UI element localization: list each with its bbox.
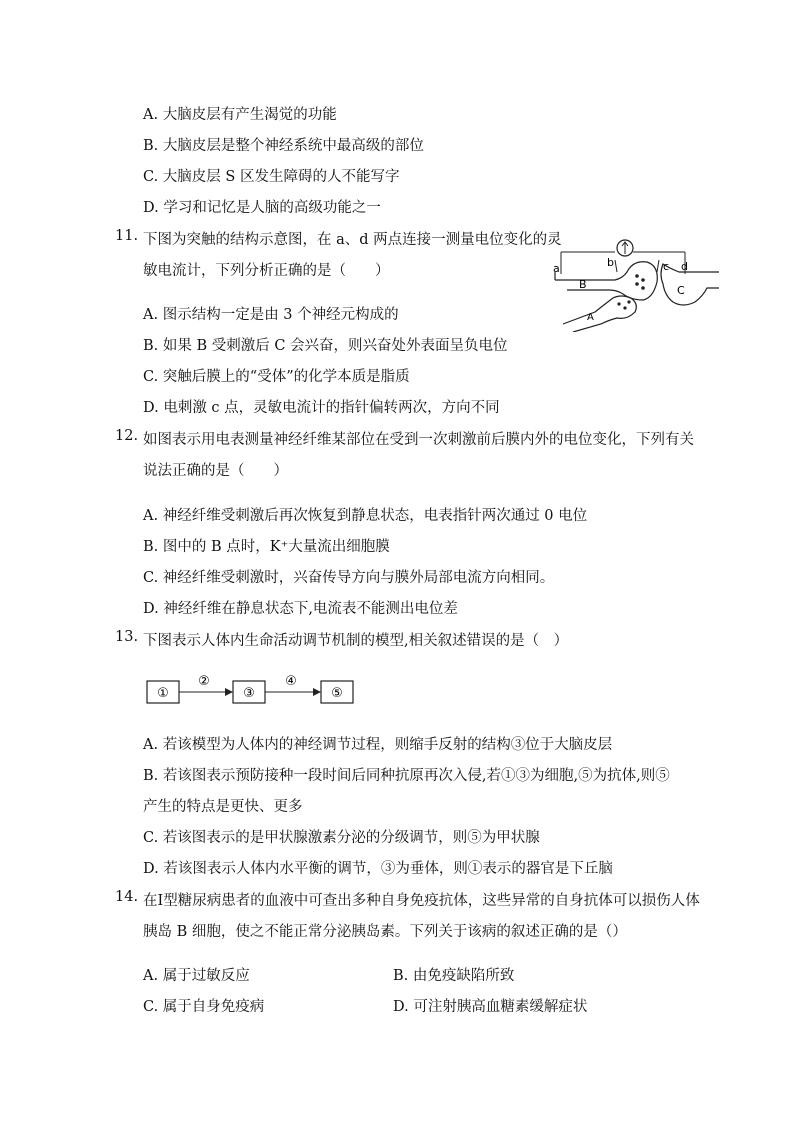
q12-option-b: B. 图中的 B 点时，K⁺大量流出细胞膜 [143, 539, 390, 555]
q11-stem-line1: 下图为突触的结构示意图，在 a、d 两点连接一测量电位变化的灵 [143, 232, 562, 248]
synapse-figure [553, 238, 721, 332]
q13-number: 13. [115, 629, 139, 645]
q11-option-d: D. 电刺激 c 点，灵敏电流计的指针偏转两次，方向不同 [143, 400, 500, 416]
label-a: a [553, 262, 560, 275]
q11-number: 11. [115, 228, 139, 244]
label-b: b [607, 256, 614, 269]
regulation-model-diagram [143, 673, 358, 707]
q13-option-a: A. 若该模型为人体内的神经调节过程，则缩手反射的结构③位于大脑皮层 [143, 737, 613, 753]
q11-option-c: C. 突触后膜上的“受体”的化学本质是脂质 [143, 369, 410, 385]
q14-stem-line1: 在Ⅰ型糖尿病患者的血液中可查出多种自身免疫抗体，这些异常的自身抗体可以损伤人体 [143, 893, 700, 909]
vesicle [641, 278, 645, 282]
q12-option-d: D. 神经纤维在静息状态下,电流表不能测出电位差 [143, 601, 458, 617]
label-d: d [681, 260, 688, 273]
q12-stem-line1: 如图表示用电表测量神经纤维某部位在受到一次刺激前后膜内外的电位变化，下列有关 [143, 432, 694, 448]
q13-option-c: C. 若该图表示的是甲状腺激素分泌的分级调节，则⑤为甲状腺 [143, 830, 540, 846]
q11-stem-line2: 敏电流计，下列分析正确的是（ ） [143, 263, 390, 279]
q11-option-a: A. 图示结构一定是由 3 个神经元构成的 [143, 307, 399, 323]
q12-option-a: A. 神经纤维受刺激后再次恢复到静息状态，电表指针两次通过 0 电位 [143, 508, 588, 524]
label-C: C [677, 284, 685, 297]
q14-option-d: D. 可注射胰高血糖素缓解症状 [393, 999, 588, 1015]
model-label-4: ④ [285, 674, 297, 689]
vesicle [635, 282, 639, 286]
q10-option-d: D. 学习和记忆是人脑的高级功能之一 [143, 200, 381, 216]
q14-option-c: C. 属于自身免疫病 [143, 999, 265, 1015]
q10-option-b: B. 大脑皮层是整个神经系统中最高级的部位 [143, 138, 424, 154]
model-label-3: ③ [243, 686, 255, 701]
q13-option-d: D. 若该图表示人体内水平衡的调节，③为垂体，则①表示的器官是下丘脑 [143, 861, 613, 877]
vesicle [617, 302, 620, 305]
model-label-2: ② [198, 674, 210, 689]
q13-stem: 下图表示人体内生命活动调节机制的模型,相关叙述错误的是（ ） [143, 633, 569, 649]
q13-option-b-cont: 产生的特点是更快、更多 [143, 799, 303, 815]
label-c: c [663, 260, 670, 273]
q13-option-b: B. 若该图表示预防接种一段时间后同种抗原再次入侵,若①③为细胞,⑤为抗体,则⑤ [143, 768, 670, 784]
q10-option-c: C. 大脑皮层 S 区发生障碍的人不能写字 [143, 169, 400, 185]
q14-number: 14. [115, 889, 139, 905]
q14-stem-line2: 胰岛 B 细胞，使之不能正常分泌胰岛素。下列关于该病的叙述正确的是（） [143, 924, 627, 940]
q11-option-b: B. 如果 B 受刺激后 C 会兴奋，则兴奋处外表面呈负电位 [143, 338, 508, 354]
q12-stem-line2: 说法正确的是（ ） [143, 463, 288, 479]
q12-number: 12. [115, 428, 139, 444]
model-label-5: ⑤ [331, 686, 343, 701]
q12-option-c: C. 神经纤维受刺激时，兴奋传导方向与膜外局部电流方向相同。 [143, 570, 555, 586]
q14-option-a: A. 属于过敏反应 [143, 968, 250, 984]
model-label-1: ① [157, 686, 169, 701]
vesicle [635, 274, 639, 278]
vesicle [627, 300, 630, 303]
label-B: B [579, 278, 587, 291]
label-A: A [587, 312, 594, 323]
q14-option-b: B. 由免疫缺陷所致 [393, 968, 515, 984]
q10-option-a: A. 大脑皮层有产生渴觉的功能 [143, 107, 337, 123]
vesicle [623, 306, 626, 309]
vesicle [641, 286, 645, 290]
